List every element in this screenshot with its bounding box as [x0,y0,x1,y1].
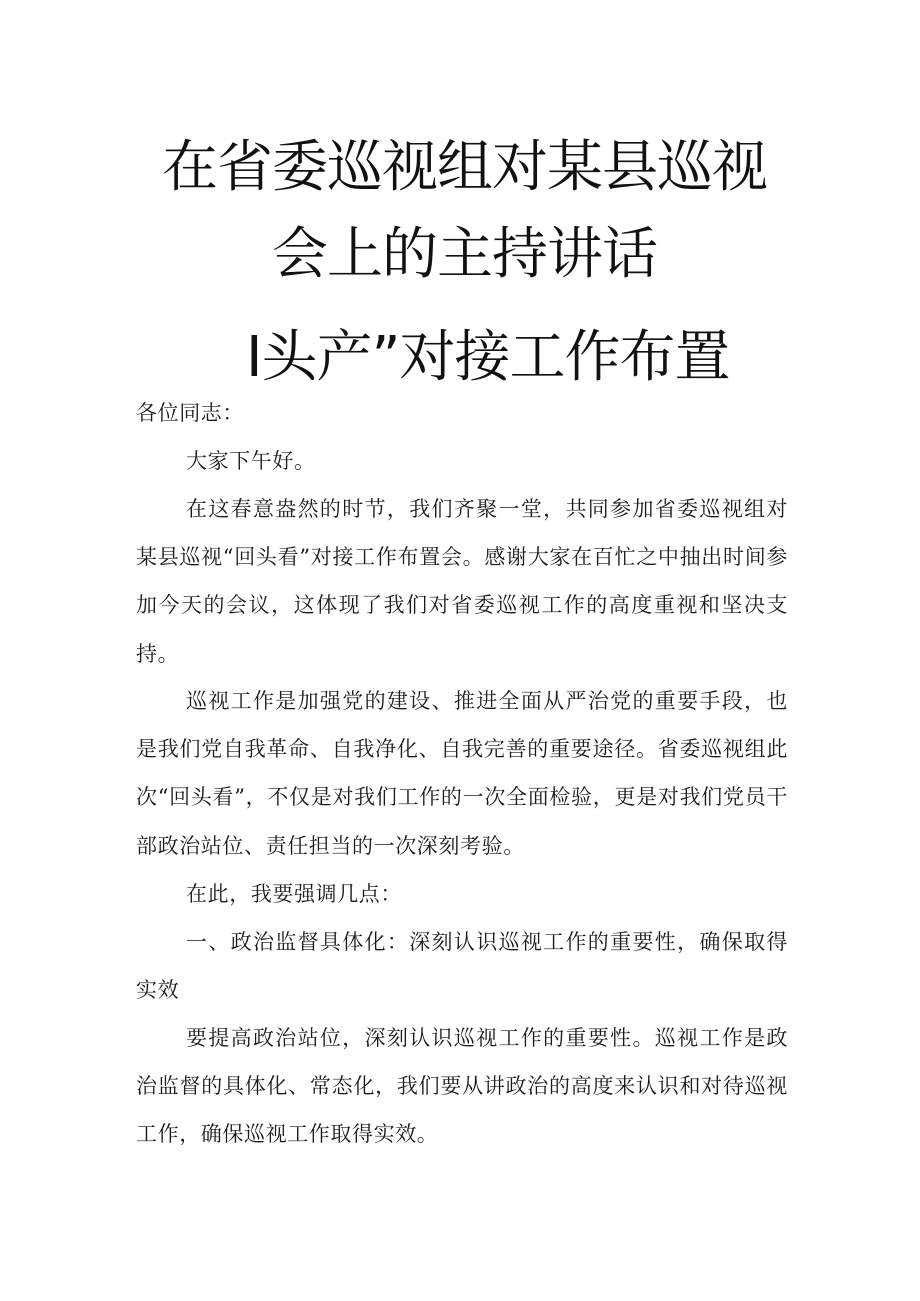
salutation: 各位同志： [136,401,244,425]
paragraph-text: 在这春意盎然的时节，我们齐聚一堂，共同参加省委巡视组对某县巡视“回头看”对接工作布置会。感谢大家在百忙之中抽出时间参加今天的会议，这体现了我们对省委巡视工作的高度重视和坚决支持。 [136,497,788,666]
document-title-line-3: I头产”对接工作布置 [246,325,730,390]
paragraph-section-1-body [136,1014,788,1159]
paragraph-text: 在此，我要强调几点： [186,882,402,906]
document-title-line-1: 在省委巡视组对某县巡视 [162,135,767,200]
paragraph-text: 要提高政治站位，深刻认识巡视工作的重要性。巡视工作是政治监督的具体化、常态化，我们要从讲政治的高度来认识和对待巡视工作，确保巡视工作取得实效。 [136,1026,788,1147]
section-heading-1 [136,918,788,1014]
paragraph-opening [136,485,788,678]
paragraph-text: 大家下午好。 [186,449,316,473]
paragraph-text: 巡视工作是加强党的建设、推进全面从严治党的重要手段，也是我们党自我革命、自我净化、自我完善的重要途径。省委巡视组此次“回头看”，不仅是对我们工作的一次全面检验，更是对我们党员干部政治站位、责任担当的一次深刻考验。 [136,689,788,858]
paragraph-emphasis-intro [136,870,788,918]
document-title-line-2: 会上的主持讲话 [272,222,657,287]
paragraph-greeting [136,437,788,485]
paragraph-importance [136,677,788,870]
paragraph-text: 一、政治监督具体化：深刻认识巡视工作的重要性，确保取得实效 [136,930,788,1003]
